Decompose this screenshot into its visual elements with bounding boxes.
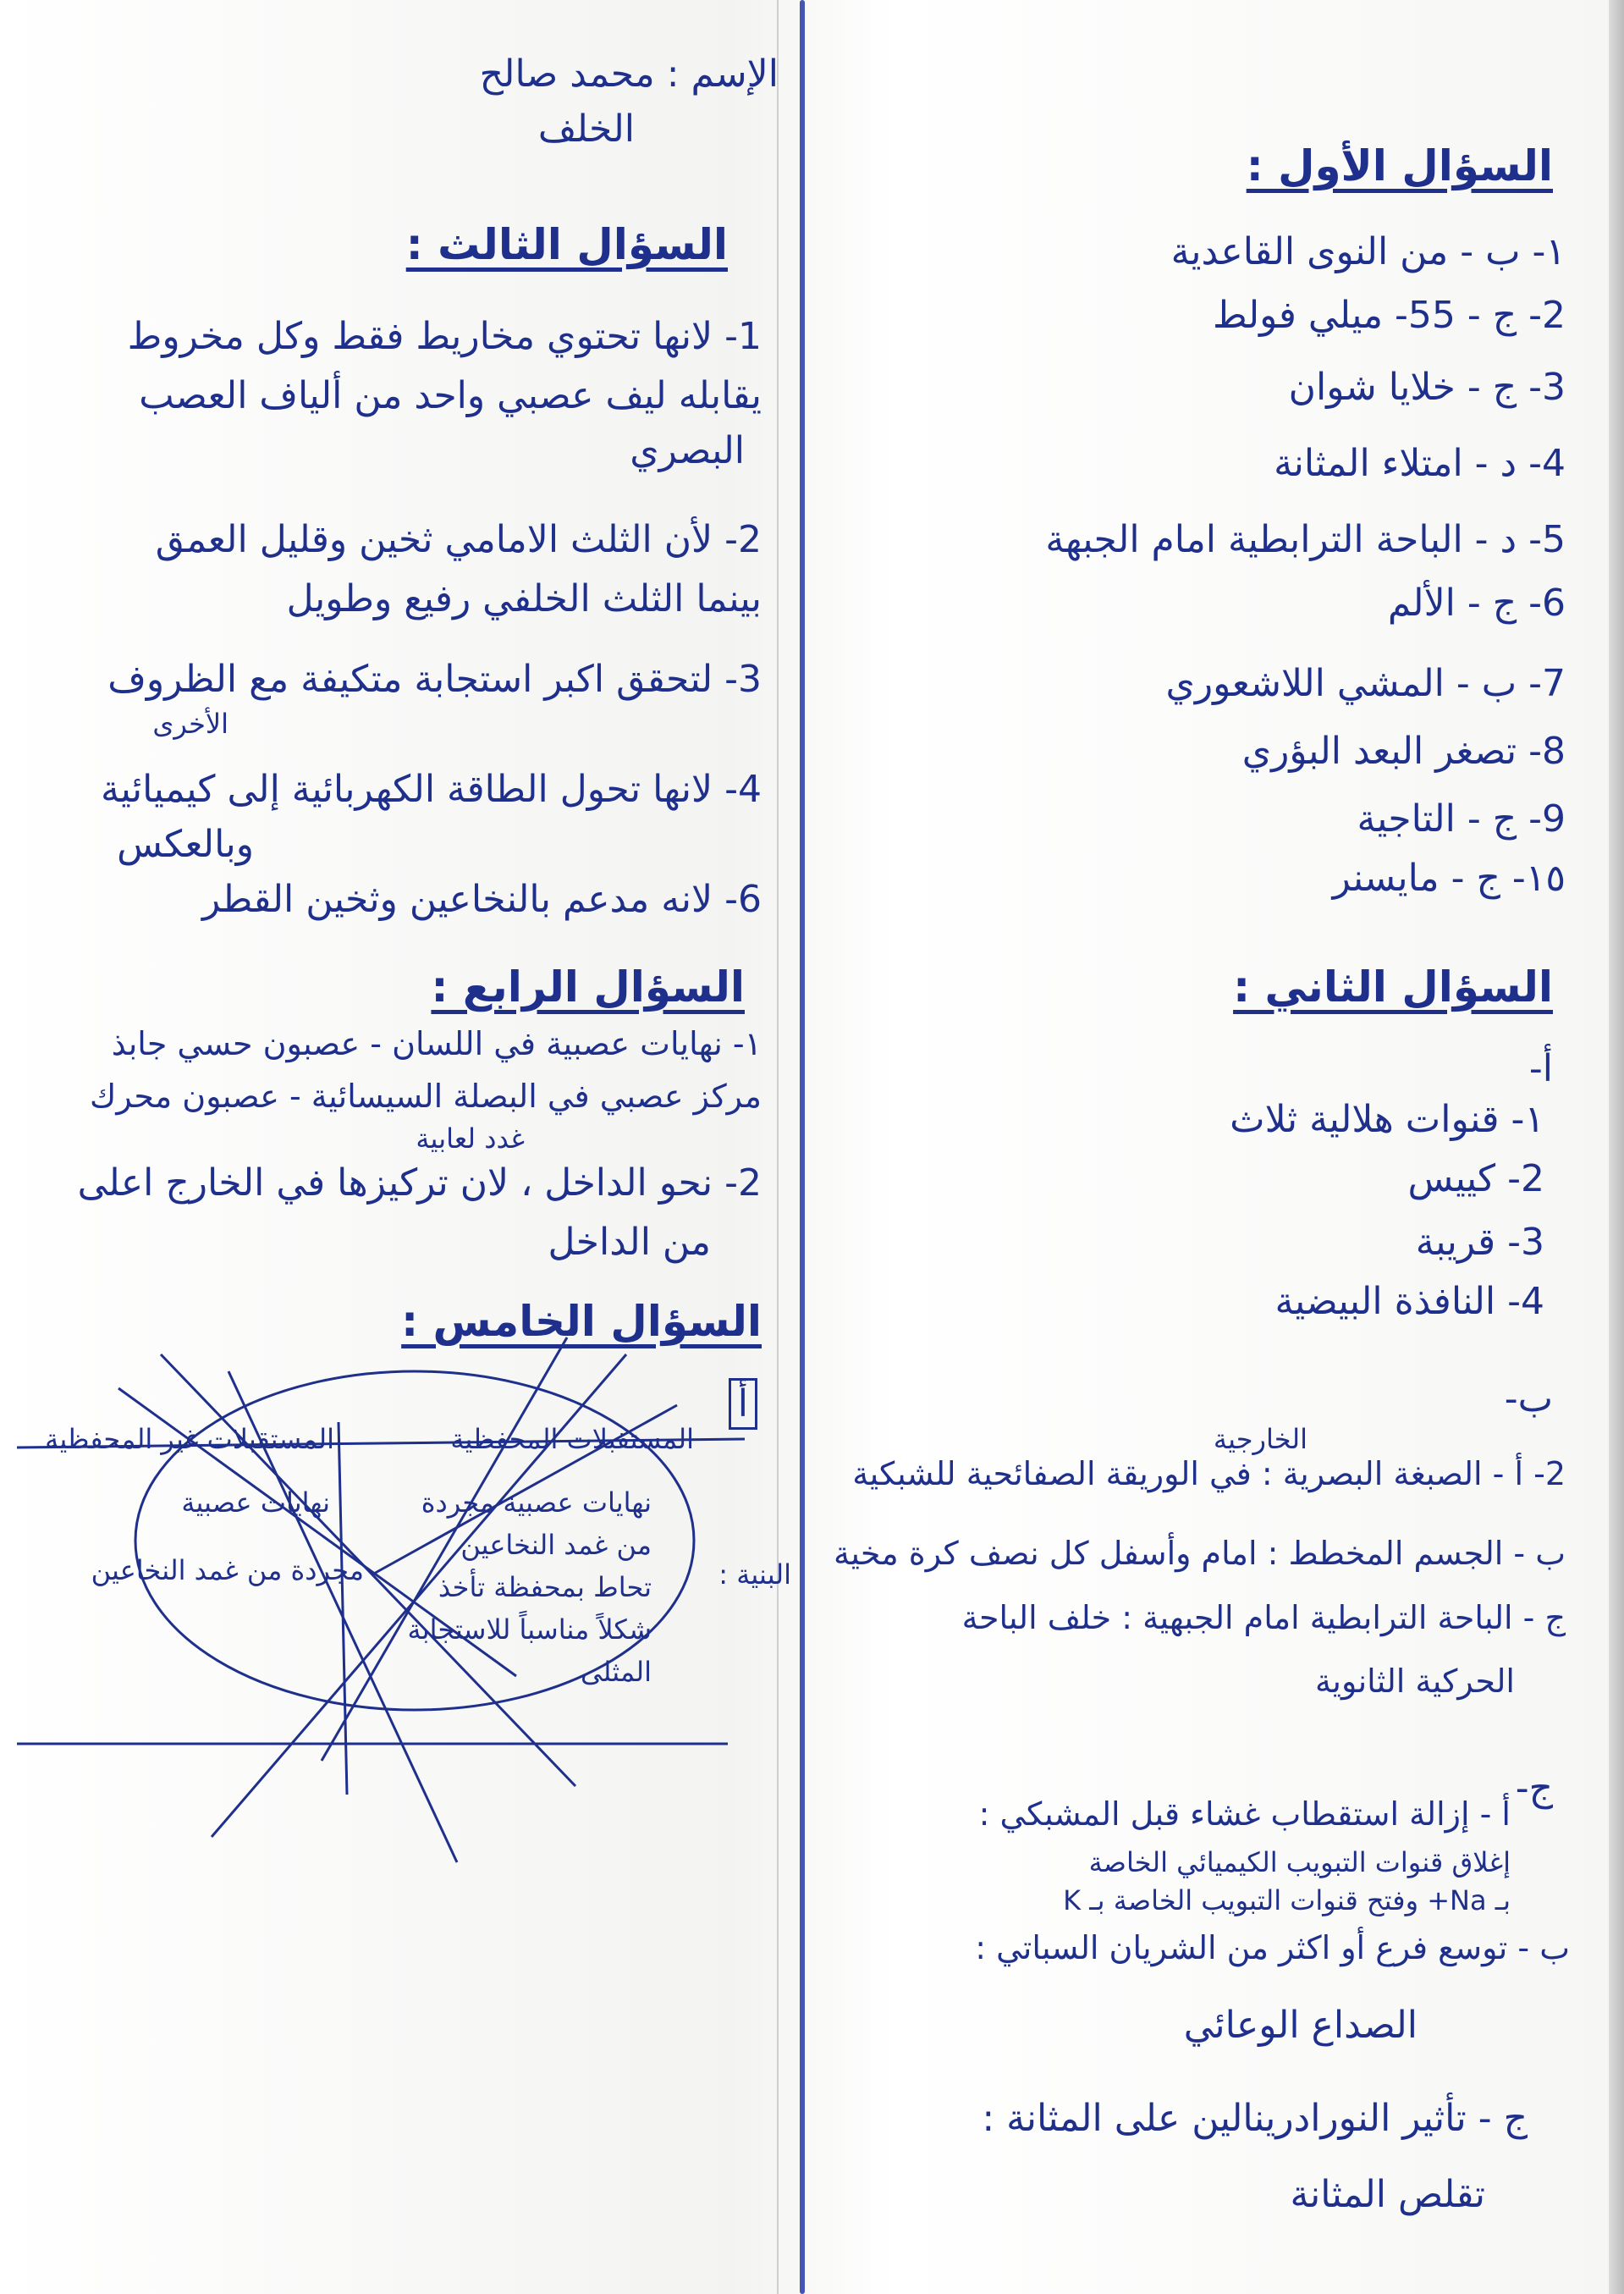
q2-c-line-2: إغلاق قنوات التبويب الكيميائي الخاصة [1088,1846,1511,1878]
q3-line-6: 3- لتحقق اكبر استجابة متكيفة مع الظروف [107,658,762,701]
q5-col1-line-3: تحاط بمحفظة تأخذ [438,1571,652,1603]
q2-a-item-3: 3- قريبة [1415,1221,1544,1264]
q2-a-item-4: 4- النافذة البيضية [1274,1280,1544,1323]
q5-box-label: أ [729,1378,757,1430]
q1-answer-5: 5- د - الباحة الترابطية امام الجبهة [1045,518,1566,561]
q2-c-line-5: الصداع الوعائي [1183,2004,1418,2047]
q1-answer-9: 9- ج - التاجية [1357,797,1566,841]
scribble-stroke-5 [322,1337,567,1761]
q2-a-item-2: 2- كييس [1407,1157,1544,1200]
q2-c-line-7: تقلص المثانة [1290,2173,1485,2216]
table-top-rule [17,1439,745,1448]
q1-answer-3: 3- ج - خلايا شوان [1288,366,1566,409]
q5-col1-line-2: من غمد النخاعين [460,1529,652,1561]
crossed-out-table-scribble [17,1321,779,1879]
q1-answer-4: 4- د - امتلاء المثانة [1274,442,1566,485]
q5-col2-head: المستقبلات غير المحفظية [45,1423,334,1455]
q2-a-item-1: ١- قنوات هلالية ثلاث [1230,1098,1544,1141]
q5-col2-line-2: مجردة من غمد النخاعين [91,1554,364,1586]
page-edge [1609,0,1624,2294]
scribble-stroke-6 [372,1405,677,1574]
q5-col1-line-5: المثلى [580,1656,652,1688]
q1-answer-2: 2- ج - 55- ميلي فولط [1213,294,1566,337]
scribble-ellipse [135,1371,694,1710]
q4-line-2: مركز عصبي في البصلة السيسائية - عصبون محرك [90,1078,762,1115]
q4-line-5: من الداخل [548,1221,711,1264]
q3-line-5: بينما الثلث الخلفي رفيع وطويل [286,577,762,620]
q2-b-line-4: الحركية الثانوية [1315,1663,1515,1700]
q2-b-insert: الخارجية [1213,1423,1307,1455]
q3-line-4: 2- لأن الثلث الامامي ثخين وقليل العمق [155,518,762,561]
q1-answer-6: 6- ج - الألم [1387,582,1566,625]
q1-answer-7: 7- ب - المشي اللاشعوري [1165,662,1566,705]
q2-c-line-4: ب - توسع فرع أو اكثر من الشريان السباتي : [975,1929,1570,1966]
q3-line-2: يقابله ليف عصبي واحد من ألياف العصب [139,374,762,417]
q5-col2-line-1: نهايات عصبية [181,1486,330,1519]
q5-col1-line-1: نهايات عصبية مجردة [421,1486,652,1519]
q3-line-8: 4- لانها تحول الطاقة الكهربائية إلى كيميائية [101,768,762,811]
q2-b-line-3: ج - الباحة الترابطية امام الجبهية : خلف الباحة [961,1599,1566,1636]
q5-title: السؤال الخامس : [401,1297,762,1346]
scribble-stroke-3 [118,1388,516,1676]
q1-title: السؤال الأول : [1246,141,1553,190]
q1-answer-10: ١٥- ج - مايسنر [1332,857,1566,900]
q2-part-c-label: ج- [1515,1767,1553,1810]
q5-col1-line-4: شكلاً مناسباً للاستجابة [407,1613,652,1646]
student-name-line2: الخلف [537,108,635,151]
center-margin-line [800,0,805,2294]
q2-title: السؤال الثاني : [1233,962,1553,1012]
q5-col1-head: المستقبلات المحفظية [450,1423,694,1455]
page-crease [777,0,779,2294]
q2-b-line-2: ب - الجسم المخطط : امام وأسفل كل نصف كرة مخية [833,1535,1566,1572]
q2-part-b-label: ب- [1504,1377,1553,1420]
q4-line-1: ١- نهايات عصبية في اللسان - عصبون حسي جابذ [111,1025,762,1062]
scribble-stroke-4 [212,1354,626,1837]
q2-part-a-label: أ- [1528,1047,1553,1090]
q1-answer-8: 8- تصغر البعد البؤري [1241,730,1566,773]
q2-c-line-3: بـ Na+ وفتح قنوات التبويب الخاصة بـ K [1063,1884,1511,1916]
q3-title: السؤال الثالث : [405,220,728,269]
q3-line-9: وبالعكس [117,823,254,866]
q2-c-line-1: أ - إزالة استقطاب غشاء قبل المشبكي : [978,1795,1511,1833]
q4-title: السؤال الرابع : [431,962,745,1012]
student-name: الإسم : محمد صالح [479,52,779,96]
q2-c-line-6: ج - تأثير النورادرينالين على المثانة : [982,2097,1528,2140]
q3-line-7: الأخرى [152,708,228,740]
q3-line-10: 6- لانه مدعم بالنخاعين وثخين القطر [201,878,762,921]
q4-line-4: 2- نحو الداخل ، لان تركيزها في الخارج اعلى [77,1161,762,1205]
q3-line-3: البصري [630,429,745,472]
q5-row-label: البنية : [718,1558,791,1591]
q4-line-3: غدد لعابية [416,1122,525,1155]
q3-line-1: 1- لانها تحتوي مخاريط فقط وكل مخروط [127,315,762,358]
q1-answer-1: ١- ب - من النوى القاعدية [1170,230,1566,273]
q2-b-line-1: 2- أ - الصبغة البصرية : في الوريقة الصفائحية للشبكية [852,1455,1566,1492]
